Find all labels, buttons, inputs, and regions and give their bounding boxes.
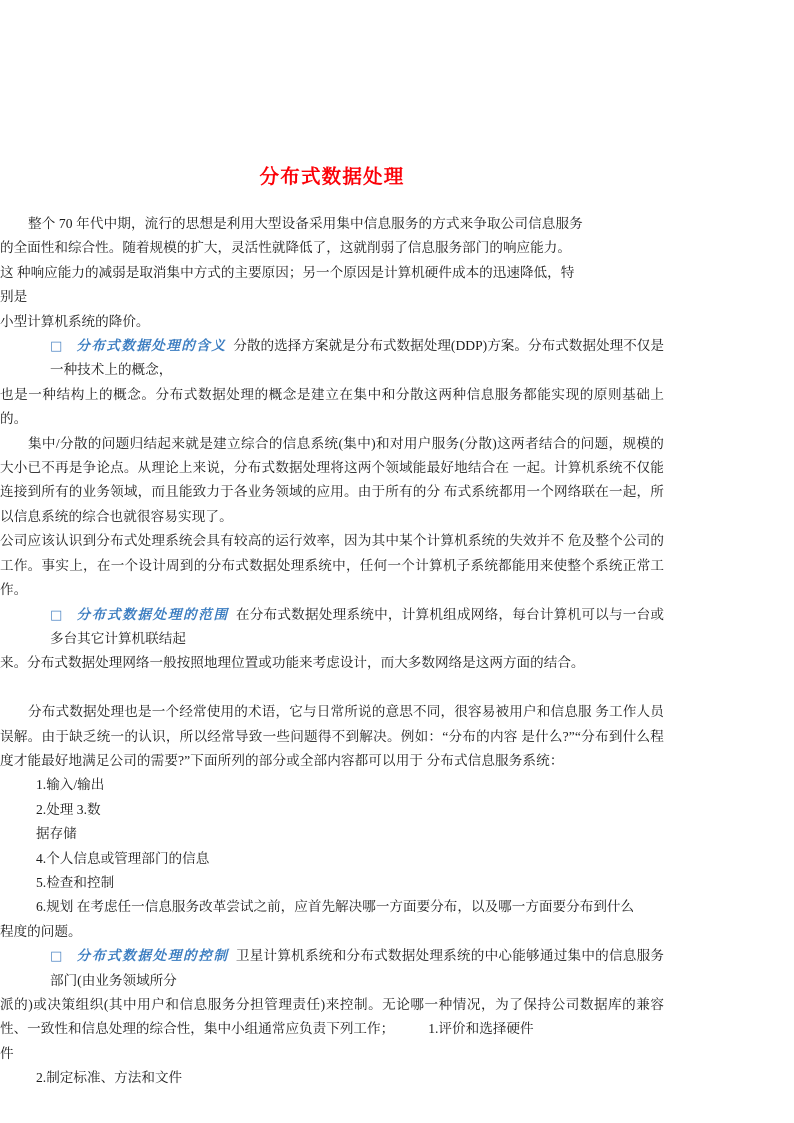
list-item-3: 据存储 <box>36 826 77 842</box>
list-item <box>0 798 664 822</box>
intro-line-5: 小型计算机系统的降价。 <box>0 313 150 329</box>
section-meaning-body: 也是一种结构上的概念。分布式数据处理的概念是建立在集中和分散这两种信息服务都能实现的原则基础上的。 <box>0 386 664 427</box>
section-scope-body-row <box>0 651 664 675</box>
list-item-1: 1.输入/输出 <box>36 777 105 793</box>
section-meaning-body-row <box>0 383 664 432</box>
section-scope-heading: 分布式数据处理的范围 <box>76 606 229 622</box>
square-bullet-icon: □ <box>50 949 63 965</box>
section-control-lead: 卫星计算机系统和分布式数据处理系统的中心能够通过集中的信息服务部门(由业务领域所分 <box>50 948 664 988</box>
list-item <box>0 895 664 919</box>
section-scope-heading-row <box>0 603 664 652</box>
centralized-text: 集中/分散的问题归结起来就是建立综合的信息系统(集中)和对用户服务(分散)这两者结合的问题，规模的大小已不再是争论点。从理论上来说，分布式数据处理将这两个领域能最好地结合在 一起。计算机系统不仅能连接到所有的业务领域，而且能致力于各业务领域的应用。由于所有的分 布式系统都用一个网络联在一起，所以信息系统的综合也就很容易实现了。 <box>0 435 664 524</box>
intro-line-2: 的全面性和综合性。随着规模的扩大，灵活性就降低了，这就削弱了信息服务部门的响应能力。 <box>0 240 571 256</box>
section-meaning-heading: 分布式数据处理的含义 <box>76 338 227 354</box>
intro-line-2-row <box>0 236 664 260</box>
section-scope-lead: 在分布式数据处理系统中，计算机组成网络，每台计算机可以与一台或多台其它计算机联结起 <box>50 606 664 646</box>
square-bullet-icon: □ <box>50 339 63 355</box>
intro-line-1: 整个 70 年代中期，流行的思想是利用大型设备采用集中信息服务的方式来争取公司信息服务 <box>28 216 583 231</box>
list-item-5: 5.检查和控制 <box>36 874 115 890</box>
intro-line-3-row <box>0 261 664 285</box>
paragraph-spacer <box>0 676 664 700</box>
list-item-2: 2.处理 3.数 <box>36 801 101 817</box>
intro-line-4-row <box>0 285 664 309</box>
term-text: 分布式数据处理也是一个经常使用的术语，它与日常所说的意思不同，很容易被用户和信息服 务工作人员误解。由于缺乏统一的认识，所以经常导致一些问题得不到解决。例如：“分布的内容 是什么?”“分布到什么程度才能最好地满足公司的需要?”下面所列的部分或全部内容都可以用于 分布式信息服务系统： <box>0 704 664 768</box>
intro-line-3: 这 种响应能力的减弱是取消集中方式的主要原因；另一个原因是计算机硬件成本的迅速降低，特 <box>0 264 575 280</box>
document-body <box>0 212 664 1091</box>
section-control-body-a: 派的)或决策组织(其中用户和信息服务分担管理责任)来控制。无论哪一种情况，为了保持公司数据库的兼容性、一致性和信息处理的综合性，集中小组通常应负责下列工作； <box>0 996 664 1037</box>
control-tail-row-1 <box>0 1042 664 1066</box>
list-item <box>0 1066 664 1090</box>
list-item-4: 4.个人信息或管理部门的信息 <box>36 850 210 866</box>
section-control-body-a-row <box>0 993 664 1042</box>
centralized-follow-row <box>0 529 664 602</box>
list-item-6: 6.规划 在考虑任一信息服务改革尝试之前，应首先解决哪一方面要分布，以及哪一方面要分布到什么 <box>36 899 635 915</box>
square-bullet-icon: □ <box>50 607 63 623</box>
control-tail-1: 件 <box>0 1045 14 1061</box>
control-tail-2: 2.制定标准、方法和文件 <box>36 1070 183 1086</box>
intro-paragraph <box>0 212 664 236</box>
section-control-heading-row <box>0 944 664 993</box>
section-control-heading: 分布式数据处理的控制 <box>76 948 229 964</box>
centralized-follow: 公司应该认识到分布式处理系统会具有较高的运行效率，因为其中某个计算机系统的失效并不 危及整个公司的工作。事实上，在一个设计周到的分布式数据处理系统中，任何一个计算机子系统都能用来使整个系统正常工作。 <box>0 533 664 598</box>
list-item <box>0 773 664 797</box>
term-paragraph <box>0 700 664 773</box>
section-meaning-lead: 分散的选择方案就是分布式数据处理(DDP)方案。分布式数据处理不仅是一种技术上的概念， <box>50 338 664 378</box>
list-item <box>0 871 664 895</box>
section-control-body-b: 1.评价和选择硬件 <box>428 1021 534 1037</box>
section-scope-body: 来。分布式数据处理网络一般按照地理位置或功能来考虑设计，而大多数网络是这两方面的结合。 <box>0 655 585 671</box>
list-item <box>0 847 664 871</box>
page-title: 分布式数据处理 <box>259 167 405 188</box>
centralized-paragraph <box>0 432 664 530</box>
intro-line-5-row <box>0 310 664 334</box>
section-meaning-heading-row <box>0 334 664 383</box>
list-item <box>0 822 664 846</box>
list-item-6-continuation: 程度的问题。 <box>0 923 82 939</box>
intro-line-4: 别是 <box>0 289 28 305</box>
list-item-6-continuation-row <box>0 920 664 944</box>
